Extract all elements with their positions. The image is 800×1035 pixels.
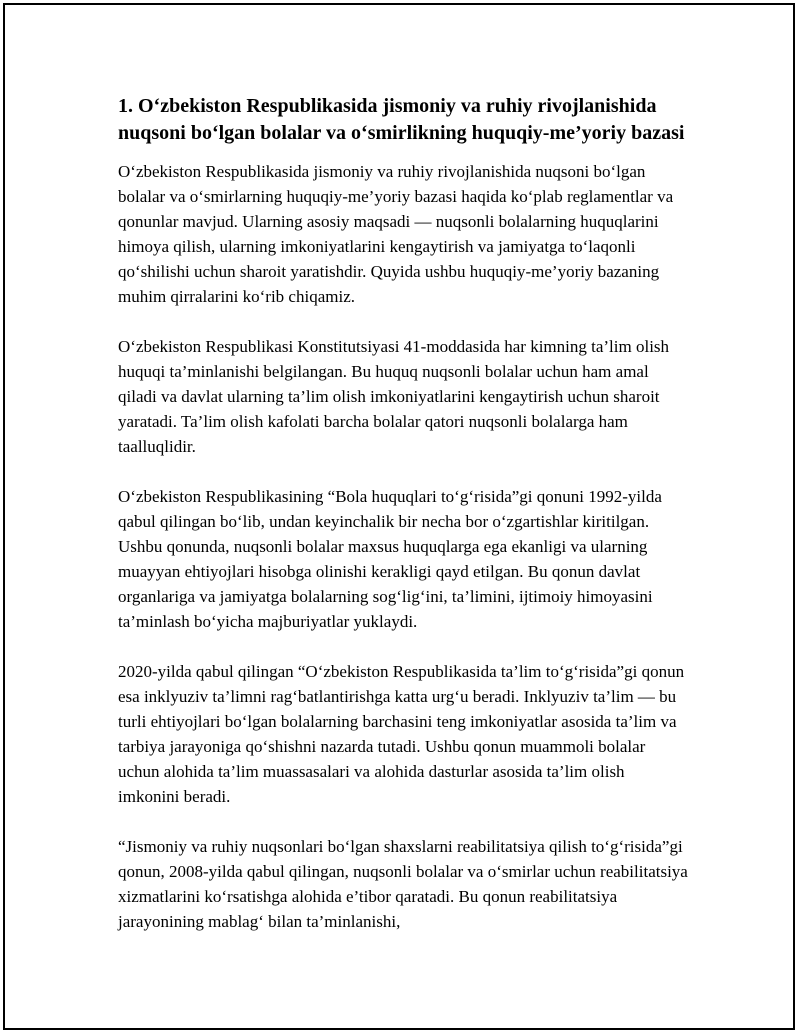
paragraph-intro: O‘zbekiston Respublikasida jismoniy va ruhiy rivojlanishida nuqsoni bo‘lgan bolalar va o‘smirlarning huquqiy-me’yoriy bazasi haqida ko‘plab reglamentlar va qonunlar mavjud. Ularning asosiy maqsadi — nuqsonli bolalarning huquqlarini himoya qilish, ularning imkoniyatlarini kengaytirish va jamiyatga to‘laqonli qo‘shilishi uchun sharoit yaratishdir. Quyida ushbu huquqiy-me’yoriy bazaning muhim qirralarini ko‘rib chiqamiz.	[118, 162, 674, 306]
document-body	[118, 93, 688, 959]
paragraph-rehabilitation-law: “Jismoniy va ruhiy nuqsonlari bo‘lgan shaxslarni reabilitatsiya qilish to‘g‘risida”gi qonun, 2008-yilda qabul qilingan, nuqsonli bolalar va o‘smirlar uchun reabilitatsiya xizmatlarini ko‘rsatishga alohida e’tibor qaratadi. Bu qonun reabilitatsiya jarayonining mablag‘ bilan ta’minlanishi,	[118, 837, 688, 931]
paragraph-education-law: 2020-yilda qabul qilingan “O‘zbekiston Respublikasida ta’lim to‘g‘risida”gi qonun esa inklyuziv ta’limni rag‘batlantirishga katta urg‘u beradi. Inklyuziv ta’lim — bu turli ehtiyojlari bo‘lgan bolalarning barchasini teng imkoniyatlar asosida ta’lim va tarbiya jarayoniga qo‘shishni nazarda tutadi. Ushbu qonun muammoli bolalar uchun alohida ta’lim muassasalari va alohida dasturlar asosida ta’lim olish imkonini beradi.	[118, 662, 685, 806]
paragraph-child-rights-law: O‘zbekiston Respublikasining “Bola huquqlari to‘g‘risida”gi qonuni 1992-yilda qabul qilingan bo‘lib, undan keyinchalik bir necha bor o‘zgartishlar kiritilgan. Ushbu qonunda, nuqsonli bolalar maxsus huquqlarga ega ekanligi va ularning muayyan ehtiyojlari hisobga olinishi kerakligi qayd etilgan. Bu qonun davlat organlariga va jamiyatga bolalarning sog‘lig‘ini, ta’limini, ijtimoiy himoyasini ta’minlash bo‘yicha majburiyatlar yuklaydi.	[118, 487, 662, 631]
section-heading: 1. O‘zbekiston Respublikasida jismoniy va ruhiy rivojlanishida nuqsoni bo‘lgan bolalar va o‘smirlikning huquqiy-me’yoriy bazasi	[118, 95, 685, 144]
paragraph-constitution: O‘zbekiston Respublikasi Konstitutsiyasi 41-moddasida har kimning ta’lim olish huquqi ta’minlanishi belgilangan. Bu huquq nuqsonli bolalar uchun ham amal qiladi va davlat ularning ta’lim olish imkoniyatlarini kengaytirish uchun sharoit yaratadi. Ta’lim olish kafolati barcha bolalar qatori nuqsonli bolalarga ham taalluqlidir.	[118, 337, 670, 456]
